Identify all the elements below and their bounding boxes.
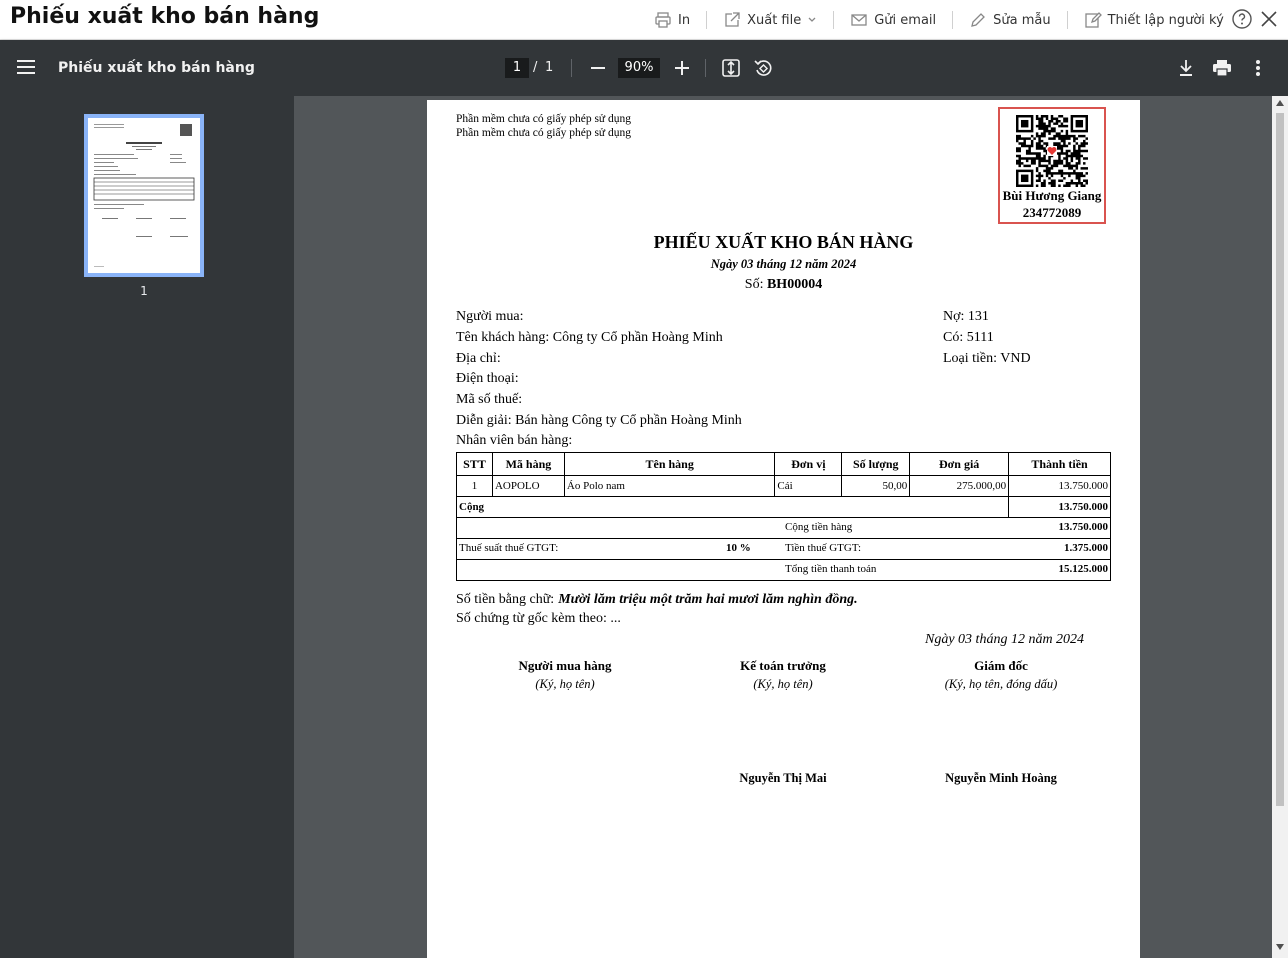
document-number-value: BH00004 — [766, 277, 823, 292]
toolbar-divider — [952, 11, 953, 29]
signer-title-buyer: Người mua hàng — [518, 658, 612, 673]
toolbar-divider — [571, 59, 572, 77]
amount-in-words-label: Số tiền bằng chữ: — [456, 592, 555, 607]
pdf-viewer-toolbar — [0, 40, 1288, 96]
license-notice: Phần mềm chưa có giấy phép sử dụng — [456, 113, 632, 125]
amount-in-words-value: Mười lăm triệu một trăm hai mươi lăm nghìn đồng. — [558, 592, 858, 607]
items-table — [456, 452, 1111, 581]
page-separator: / — [533, 60, 538, 75]
toolbar-divider — [833, 11, 834, 29]
signer-name-director: Nguyễn Minh Hoàng — [945, 771, 1057, 785]
qr-signature-box — [998, 107, 1106, 224]
menu-icon[interactable] — [17, 59, 35, 75]
grand-total-value: 15.125.000 — [1058, 563, 1108, 575]
thumbnail-preview — [88, 118, 200, 273]
print-button[interactable] — [648, 0, 696, 40]
qr-signer-name: Bùi Hương Giang — [1002, 188, 1102, 203]
signer-setup-button[interactable] — [1078, 0, 1230, 40]
field-credit: Có: 5111 — [943, 330, 994, 345]
toolbar-divider — [705, 59, 706, 77]
help-icon[interactable] — [1232, 9, 1252, 29]
chevron-down-icon — [807, 15, 817, 25]
zoom-in-icon[interactable] — [673, 59, 691, 77]
cell-quantity: 50,00 — [842, 476, 910, 497]
field-currency: Loại tiền: VND — [943, 351, 1031, 366]
export-icon — [723, 11, 741, 29]
qr-signer-code: 234772089 — [1022, 205, 1082, 220]
grand-total-label: Tổng tiền thanh toán — [785, 563, 877, 575]
zoom-level-input[interactable]: 90% — [618, 58, 660, 78]
viewer-title: Phiếu xuất kho bán hàng — [58, 60, 255, 76]
document-title: PHIẾU XUẤT KHO BÁN HÀNG — [653, 232, 914, 252]
signer-title-director: Giám đốc — [974, 658, 1028, 673]
toolbar-divider — [706, 11, 707, 29]
column-header: Thành tiền — [1009, 453, 1111, 476]
column-header: Đơn vị — [775, 453, 842, 476]
thumbnail-miniature — [88, 118, 200, 273]
total-value: 13.750.000 — [1009, 497, 1111, 518]
document-number-label: Số: — [744, 277, 764, 292]
print-label: In — [678, 12, 691, 28]
field-debit: Nợ: 131 — [943, 309, 989, 324]
field-customer-name: Tên khách hàng: Công ty Cổ phần Hoàng Minh — [456, 330, 723, 345]
vat-amount-value: 1.375.000 — [1064, 542, 1108, 554]
page-thumbnail[interactable] — [84, 114, 204, 277]
edit-document-icon — [1084, 11, 1102, 29]
page-number-input[interactable]: 1 — [505, 58, 529, 78]
cell-index: 1 — [457, 476, 493, 497]
app-title: Phiếu xuất kho bán hàng — [10, 4, 320, 29]
toolbar — [648, 0, 1230, 40]
pencil-icon — [969, 11, 987, 29]
zoom-out-icon[interactable] — [589, 59, 607, 77]
vat-amount-label: Tiền thuế GTGT: — [785, 542, 862, 554]
cell-amount: 13.750.000 — [1009, 476, 1111, 497]
vat-row — [457, 539, 1111, 560]
signer-hint-buyer: (Ký, họ tên) — [535, 677, 595, 691]
cell-item-code: AOPOLO — [492, 476, 564, 497]
license-notice: Phần mềm chưa có giấy phép sử dụng — [456, 127, 632, 139]
scrollbar-thumb[interactable] — [1276, 113, 1284, 806]
send-email-label: Gửi email — [874, 12, 937, 28]
cell-item-name: Áo Polo nam — [564, 476, 775, 497]
signer-title-chief-accountant: Kế toán trưởng — [740, 658, 826, 673]
edit-template-label: Sửa mẫu — [993, 12, 1051, 28]
field-address: Địa chỉ: — [456, 351, 501, 366]
signer-name-chief-accountant: Nguyễn Thị Mai — [739, 771, 827, 785]
attached-documents: Số chứng từ gốc kèm theo: ... — [456, 611, 621, 626]
field-description: Diễn giải: Bán hàng Công ty Cổ phần Hoàng Minh — [456, 413, 742, 428]
export-file-label: Xuất file — [747, 12, 802, 28]
total-row — [457, 497, 1111, 518]
edit-template-button[interactable] — [963, 0, 1056, 40]
total-label: Cộng — [457, 497, 1009, 518]
document-page — [427, 100, 1140, 958]
page-total: 1 — [545, 60, 554, 75]
qr-code — [1016, 115, 1088, 187]
vat-rate-value: 10 % — [726, 542, 751, 554]
mail-icon — [850, 11, 868, 29]
more-options-icon[interactable] — [1250, 58, 1266, 78]
rotate-icon[interactable] — [753, 58, 773, 78]
cell-unit: Cái — [775, 476, 842, 497]
toolbar-divider — [1067, 11, 1068, 29]
print-icon[interactable] — [1212, 58, 1232, 78]
send-email-button[interactable] — [844, 0, 942, 40]
thumbnail-page-number: 1 — [140, 284, 148, 298]
signer-hint-chief-accountant: (Ký, họ tên) — [753, 677, 813, 691]
signer-setup-label: Thiết lập người ký — [1107, 12, 1224, 28]
table-row — [457, 476, 1111, 497]
close-icon[interactable] — [1260, 10, 1278, 28]
column-header: Mã hàng — [492, 453, 564, 476]
field-sales-staff: Nhân viên bán hàng: — [456, 433, 573, 448]
field-tax-code: Mã số thuế: — [456, 392, 523, 407]
app-header — [0, 0, 1288, 40]
export-file-button[interactable] — [717, 0, 823, 40]
column-header: Số lượng — [842, 453, 910, 476]
column-header: Đơn giá — [910, 453, 1009, 476]
amount-in-words — [456, 590, 858, 608]
column-header: Tên hàng — [564, 453, 775, 476]
field-phone: Điện thoại: — [456, 371, 519, 386]
table-header-row — [457, 453, 1111, 476]
cell-unit-price: 275.000,00 — [910, 476, 1009, 497]
goods-total-value: 13.750.000 — [1058, 521, 1108, 533]
printer-icon — [654, 11, 672, 29]
vat-rate-label: Thuế suất thuế GTGT: — [459, 542, 559, 554]
sign-date: Ngày 03 tháng 12 năm 2024 — [925, 632, 1085, 647]
document-date: Ngày 03 tháng 12 năm 2024 — [710, 257, 857, 271]
scroll-up-arrow[interactable] — [1276, 100, 1284, 106]
goods-total-label: Cộng tiền hàng — [785, 521, 853, 533]
goods-total-row — [457, 518, 1111, 539]
fit-to-page-icon[interactable] — [721, 58, 741, 78]
column-header: STT — [457, 453, 493, 476]
signer-hint-director: (Ký, họ tên, đóng dấu) — [944, 677, 1058, 691]
grand-total-row — [457, 560, 1111, 581]
field-buyer: Người mua: — [456, 309, 524, 324]
download-icon[interactable] — [1177, 58, 1195, 78]
scroll-down-arrow[interactable] — [1276, 944, 1284, 950]
document-number — [427, 277, 1140, 293]
